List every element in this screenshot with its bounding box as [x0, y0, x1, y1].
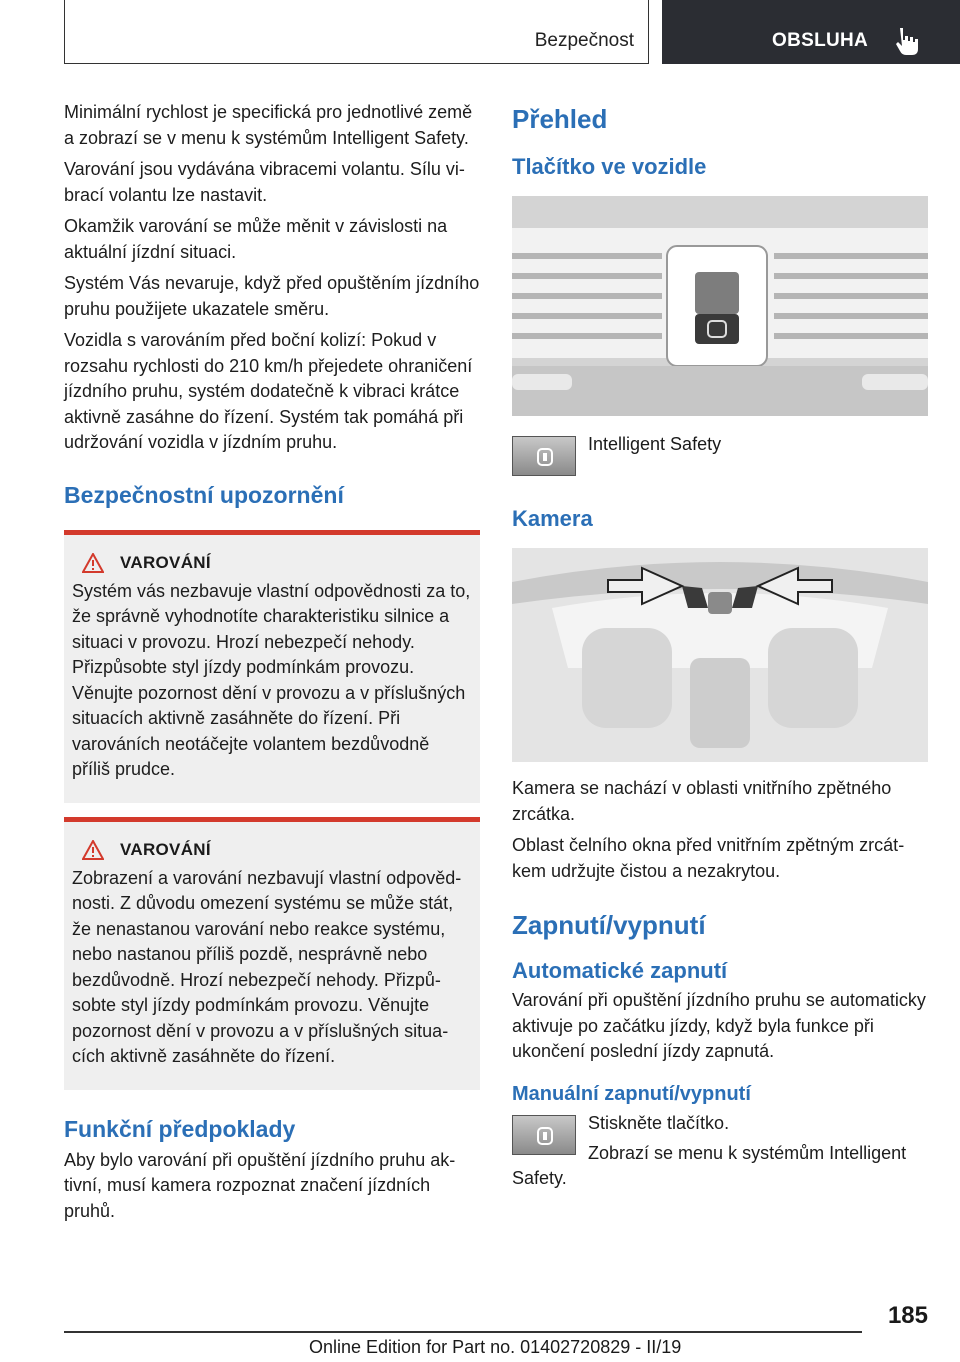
warning-box-1 — [64, 530, 480, 803]
camera-photo — [512, 548, 928, 762]
right-column — [512, 100, 928, 1198]
manual-step-1: Stiskněte tlačítko. — [588, 1112, 730, 1133]
func-text: Aby bylo varování při opuštění jízdního pruhu aktivní, musí kamera rozpoznat značení jízdních pruhů. — [64, 1149, 456, 1221]
warning-title: VAROVÁNÍ — [120, 839, 211, 859]
vent-panel-illustration — [512, 196, 928, 416]
camera-text-2: Oblast čelního okna před vnitřním zpětným zrcátkem udržujte čistou a nezakrytou. — [512, 835, 905, 881]
footer-rule — [64, 1331, 862, 1333]
header-chapter-box — [64, 0, 649, 64]
overview-heading: Přehled — [512, 104, 608, 134]
car-interior-illustration — [512, 548, 928, 762]
warning-title: VAROVÁNÍ — [120, 552, 211, 572]
onoff-heading: Zapnutí/vypnutí — [512, 910, 706, 940]
button-heading: Tlačítko ve vozidle — [512, 154, 707, 179]
button-photo — [512, 196, 928, 416]
chapter-title: Bezpečnost — [534, 30, 634, 51]
warning-text: Zobrazení a varování nezbavují vlastní odpovědnosti. Z důvodu omezení systému se může stát, že nenastanou varování nebo reakce systému, nebo nastanou příliš pozdě, nesprávně nebo bezdůvodně. Hrozí nebezpečí nehody. Přizpůsobte styl jízdy podmínkám provozu. Věnujte pozornost dění v provozu a v příslušných situacích aktivně zasáhněte do řízení. — [72, 867, 462, 1066]
section-title: OBSLUHA — [772, 30, 869, 51]
header-section-box — [662, 0, 960, 64]
warning-box-2 — [64, 817, 480, 1090]
pointing-hand-icon — [894, 26, 922, 56]
intro-paragraph-3: Okamžik varování se může měnit v závislosti na aktuální jízdní situaci. — [64, 216, 448, 262]
intro-paragraph-2: Varování jsou vydávána vibracemi volantu. Sílu vibrací volantu lze nastavit. — [64, 159, 465, 205]
footer-edition: Online Edition for Part no. 01402720829 - II/19 — [309, 1337, 682, 1357]
camera-heading: Kamera — [512, 506, 593, 531]
warning-triangle-icon — [82, 553, 104, 573]
intro-paragraph-1: Minimální rychlost je specifická pro jednotlivé země a zobrazí se v menu k systémům Intelligent Safety. — [64, 102, 473, 148]
auto-text: Varování při opuštění jízdního pruhu se automaticky aktivuje po začátku jízdy, když byla funkce při ukončení poslední jízdy zapnutá. — [512, 990, 926, 1061]
camera-text-1: Kamera se nachází v oblasti vnitřního zpětného zrcátka. — [512, 778, 892, 824]
intro-paragraph-5: Vozidla s varováním před boční kolizí: Pokud v rozsahu rychlosti do 210 km/h přejedete ohraničení jízdního pruhu, systém dodatečně k vibraci krátce aktivně zasáhne do řízení. Systém tak pomáhá při udržování vozidla v jízdním pruhu. — [64, 330, 473, 452]
button-label: Intelligent Safety — [588, 434, 722, 454]
safety-heading: Bezpečnostní upozornění — [64, 481, 344, 508]
manual-heading: Manuální zapnutí/vypnutí — [512, 1082, 751, 1105]
button-legend-row — [512, 436, 928, 476]
manual-step-2: Zobrazí se menu k systémům Intelligent Safety. — [512, 1142, 907, 1188]
intelligent-safety-button-icon — [512, 1115, 576, 1155]
left-column — [64, 100, 480, 1230]
auto-heading: Automatické zapnutí — [512, 958, 728, 983]
warning-triangle-icon — [82, 840, 104, 860]
intro-paragraph-4: Systém Vás nevaruje, když před opuštěním jízdního pruhu použijete ukazatele směru. — [64, 273, 480, 319]
intelligent-safety-button-icon — [512, 436, 576, 476]
warning-text: Systém vás nezbavuje vlastní odpovědnosti za to, že správně vyhodnotíte charakteristiku silnice a situaci v provozu. Hrozí nebezpečí nehody. Přizpůsobte styl jízdy podmínkám provozu. Věnujte pozornost dění v provozu a v příslušných situacích aktivně zasáhněte do řízení. Při varováních neotáčejte volantem bezdůvodně příliš prudce. — [72, 580, 471, 779]
func-heading: Funkční předpoklady — [64, 1115, 296, 1142]
page-number: 185 — [887, 1302, 928, 1329]
